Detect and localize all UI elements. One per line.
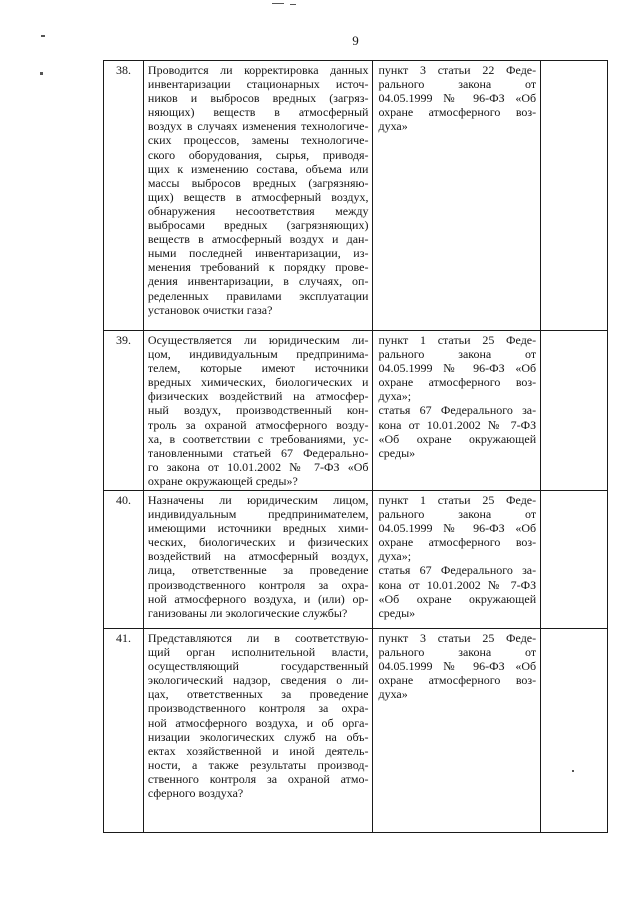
reference-line: среды»: [378, 445, 416, 460]
reference-line: «Об охране окружающей: [378, 431, 537, 446]
question-line: троль за охраной атмосферного возду-: [147, 417, 369, 432]
question-line: обнаружения несоответствия между: [147, 203, 369, 218]
legal-reference-cell: [373, 629, 541, 833]
reference-line: рального закона от: [378, 347, 537, 362]
table-row: [104, 491, 608, 629]
scan-speck: [41, 35, 45, 37]
question-line: го закона от 10.01.2002 № 7-ФЗ «Об: [147, 459, 369, 474]
question-line: цах, ответственных за проведение: [147, 687, 369, 702]
question-line: ского оборудования, сырья, приводя-: [147, 147, 369, 162]
table-row: [104, 331, 608, 491]
question-line: Проводится ли корректировка данных: [147, 63, 369, 77]
question-line: телем, которые имеют источники: [147, 361, 369, 376]
reference-line: охране атмосферного воз-: [378, 673, 537, 688]
reference-line: 04.05.1999 № 96-ФЗ «Об: [378, 659, 537, 674]
question-line: веществ в атмосферный воздух и дан-: [147, 232, 369, 247]
question-line: ной атмосферного воздуха, и об орга-: [147, 715, 369, 730]
question-line: экологический надзор, сведения о ли-: [147, 673, 369, 688]
question-line: ских процессов, замены технологиче-: [147, 133, 369, 148]
question-line: щих) веществ в атмосферный воздух,: [147, 189, 369, 204]
question-line: осуществляющий государственный: [147, 659, 369, 674]
question-line: ческих, биологических и физических: [147, 535, 369, 550]
question-line: выбросами вредных (загрязняющих): [147, 218, 369, 233]
question-line: индивидуальным предпринимателем,: [147, 507, 369, 522]
reference-line: духа»: [378, 687, 408, 702]
reference-line: духа»: [378, 119, 408, 134]
table-row: [104, 629, 608, 833]
question-cell: [144, 331, 374, 491]
question-line: Осуществляется ли юридическим ли-: [147, 333, 369, 347]
question-line: ектах хозяйственной и иной деятель-: [147, 743, 369, 758]
question-line: массы выбросов вредных (загрязняю-: [147, 175, 369, 190]
reference-line: пункт 1 статьи 25 Феде-: [378, 493, 537, 507]
legal-reference-cell: [373, 61, 541, 331]
question-line: воздух в случаях изменения технологиче-: [147, 119, 369, 134]
reference-line: кона от 10.01.2002 № 7-ФЗ: [378, 417, 537, 432]
scan-speck: [272, 3, 284, 4]
item-number: 38.: [104, 61, 144, 331]
question-line: вредных химических, биологических и: [147, 375, 369, 390]
question-line: ганизованы ли экологические службы?: [147, 605, 348, 620]
item-number: 41.: [104, 629, 144, 833]
question-line: тановленными статьей 67 Федерально-: [147, 445, 369, 460]
reference-line: рального закона от: [378, 507, 537, 522]
question-line: ный воздух, производственный кон-: [147, 403, 369, 418]
reference-line: статья 67 Федерального за-: [378, 563, 537, 578]
reference-line: охране атмосферного воз-: [378, 105, 537, 120]
answer-cell: [541, 629, 608, 833]
answer-cell: [541, 331, 608, 491]
reference-line: рального закона от: [378, 645, 537, 660]
question-line: низации экологических служб на объ-: [147, 729, 369, 744]
reference-line: пункт 3 статьи 22 Феде-: [378, 63, 537, 77]
question-line: сферного воздуха?: [147, 786, 244, 801]
question-cell: [144, 491, 374, 629]
question-line: лица, ответственные за проведение: [147, 563, 369, 578]
question-cell: [144, 629, 374, 833]
reference-line: среды»: [378, 605, 416, 620]
question-line: ственного контроля за охраной атмо-: [147, 771, 369, 786]
item-number: 39.: [104, 331, 144, 491]
answer-cell: [541, 491, 608, 629]
reference-line: рального закона от: [378, 77, 537, 92]
reference-line: пункт 1 статьи 25 Феде-: [378, 333, 537, 347]
question-line: установок очистки газа?: [147, 302, 273, 317]
legal-reference-cell: [373, 491, 541, 629]
question-line: Представляются ли в соответствую-: [147, 631, 369, 645]
reference-line: духа»;: [378, 549, 412, 564]
reference-line: охране атмосферного воз-: [378, 375, 537, 390]
answer-cell: [541, 61, 608, 331]
question-line: имеющими источники вредных хими-: [147, 521, 369, 536]
question-line: охране окружающей среды»?: [147, 473, 298, 488]
question-line: щий орган исполнительной власти,: [147, 645, 369, 660]
legal-reference-cell: [373, 331, 541, 491]
item-number: 40.: [104, 491, 144, 629]
question-line: производственного контроля за охра-: [147, 577, 369, 592]
question-line: физических воздействий на атмосфер-: [147, 389, 369, 404]
checklist-table: [103, 60, 608, 833]
scan-speck: [290, 4, 296, 5]
scan-speck: [40, 72, 43, 75]
question-line: ной атмосферного воздуха, и (или) ор-: [147, 591, 369, 606]
question-line: Назначены ли юридическим лицом,: [147, 493, 369, 507]
question-line: менения требований к порядку прове-: [147, 260, 369, 275]
question-line: ными последней инвентаризации, из-: [147, 246, 369, 261]
question-line: ности, а также результаты производ-: [147, 757, 369, 772]
question-line: производственного контроля за охра-: [147, 701, 369, 716]
question-line: щих к изменению состава, объема или: [147, 161, 369, 176]
question-line: ников и выбросов вредных (загряз-: [147, 91, 369, 106]
question-line: няющих) веществ в атмосферный: [147, 105, 369, 120]
question-line: ха, в соответствии с требованиями, ус-: [147, 431, 369, 446]
reference-line: 04.05.1999 № 96-ФЗ «Об: [378, 361, 537, 376]
reference-line: пункт 3 статьи 25 Феде-: [378, 631, 537, 645]
reference-line: 04.05.1999 № 96-ФЗ «Об: [378, 521, 537, 536]
table-row: [104, 61, 608, 331]
question-line: цом, индивидуальным предпринима-: [147, 347, 369, 362]
question-line: дения инвентаризации, в случаях, оп-: [147, 274, 369, 289]
reference-line: «Об охране окружающей: [378, 591, 537, 606]
page-number: 9: [352, 33, 359, 48]
question-line: ределенных правилами эксплуатации: [147, 288, 369, 303]
question-cell: [144, 61, 374, 331]
question-line: инвентаризации стационарных источ-: [147, 77, 369, 92]
question-line: воздействий на атмосферный воздух,: [147, 549, 369, 564]
reference-line: статья 67 Федерального за-: [378, 403, 537, 418]
reference-line: охране атмосферного воз-: [378, 535, 537, 550]
reference-line: духа»;: [378, 389, 412, 404]
reference-line: кона от 10.01.2002 № 7-ФЗ: [378, 577, 537, 592]
reference-line: 04.05.1999 № 96-ФЗ «Об: [378, 91, 537, 106]
